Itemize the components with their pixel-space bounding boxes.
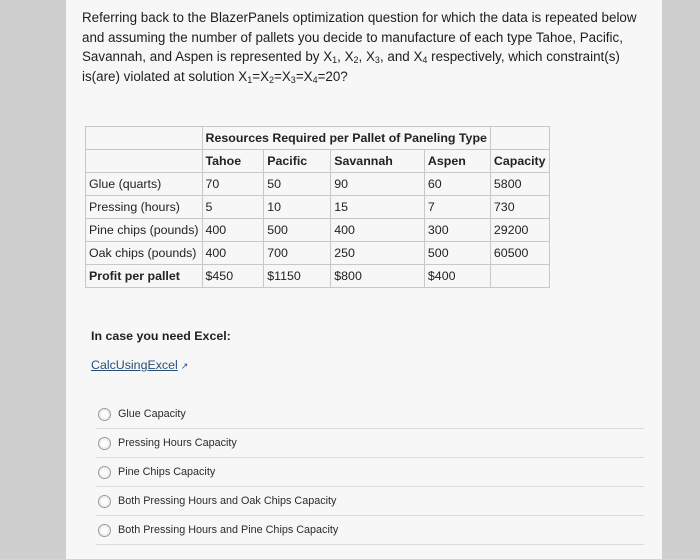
column-header: Aspen <box>424 150 490 173</box>
option-label: Pine Chips Capacity <box>118 466 216 478</box>
row-label: Pressing (hours) <box>86 196 203 219</box>
table-cell: 60500 <box>490 242 549 265</box>
group-header: Resources Required per Pallet of Paneling Type <box>202 127 490 150</box>
option-label: Pressing Hours Capacity <box>118 437 237 449</box>
table-cell <box>490 265 549 288</box>
table-cell: 5 <box>202 196 264 219</box>
external-link-icon: ↗ <box>180 361 189 371</box>
table-cell: 5800 <box>490 173 549 196</box>
radio-button[interactable] <box>98 495 111 508</box>
table-cell: 7 <box>424 196 490 219</box>
table-cell: 400 <box>331 219 425 242</box>
radio-button[interactable] <box>98 408 111 421</box>
question-text: Referring back to the BlazerPanels optimization question for which the data is repeated below and assuming the number of pallets you decide to manufacture of each type Tahoe, Pacific, Savannah, and Aspen is represented by $X_1$, $X_2$, $X_3$, and $X_4$ respectively, which constraint(s) is(are) violated at solution $X_1=X_2=X_3=X_4=20$? <box>82 10 637 85</box>
table-row <box>86 265 550 288</box>
table-cell: $800 <box>331 265 425 288</box>
column-header: Pacific <box>264 150 331 173</box>
excel-label: In case you need Excel: <box>91 329 231 343</box>
table-cell: 50 <box>264 173 331 196</box>
radio-button[interactable] <box>98 466 111 479</box>
table-cell: 250 <box>331 242 425 265</box>
option-label: Glue Capacity <box>118 408 186 420</box>
column-header: Tahoe <box>202 150 264 173</box>
table-cell: 90 <box>331 173 425 196</box>
option-pressing-and-oak-chips[interactable] <box>96 487 644 516</box>
table-cell: 29200 <box>490 219 549 242</box>
row-label: Pine chips (pounds) <box>86 219 203 242</box>
radio-button[interactable] <box>98 437 111 450</box>
table-cell: 400 <box>202 242 264 265</box>
option-label: Both Pressing Hours and Oak Chips Capacity <box>118 495 337 507</box>
table-cell: 300 <box>424 219 490 242</box>
option-label: Both Pressing Hours and Pine Chips Capacity <box>118 524 339 536</box>
column-header: Capacity <box>490 150 549 173</box>
table-cell: 70 <box>202 173 264 196</box>
table-cell: 400 <box>202 219 264 242</box>
table-cell: $400 <box>424 265 490 288</box>
column-header: Savannah <box>331 150 425 173</box>
table-cell: 60 <box>424 173 490 196</box>
table-cell: 500 <box>424 242 490 265</box>
table-cell: $1150 <box>264 265 331 288</box>
excel-link-text[interactable]: CalcUsingExcel <box>91 358 178 372</box>
table-cell: $450 <box>202 265 264 288</box>
option-glue-capacity[interactable] <box>96 400 644 429</box>
calc-using-excel-link[interactable] <box>91 358 188 372</box>
table-row <box>86 242 550 265</box>
table-cell: 700 <box>264 242 331 265</box>
option-pine-chips-capacity[interactable] <box>96 458 644 487</box>
table-row <box>86 173 550 196</box>
resource-table <box>85 126 550 288</box>
table-cell: 500 <box>264 219 331 242</box>
radio-button[interactable] <box>98 524 111 537</box>
table-row <box>86 219 550 242</box>
row-label: Profit per pallet <box>86 265 203 288</box>
table-cell: 15 <box>331 196 425 219</box>
row-label: Glue (quarts) <box>86 173 203 196</box>
option-pressing-and-pine-chips[interactable] <box>96 516 644 545</box>
table-cell: 10 <box>264 196 331 219</box>
table-row <box>86 196 550 219</box>
table-cell: 730 <box>490 196 549 219</box>
table-group-header-row <box>86 127 550 150</box>
table-column-header-row <box>86 150 550 173</box>
option-pressing-hours-capacity[interactable] <box>96 429 644 458</box>
row-label: Oak chips (pounds) <box>86 242 203 265</box>
